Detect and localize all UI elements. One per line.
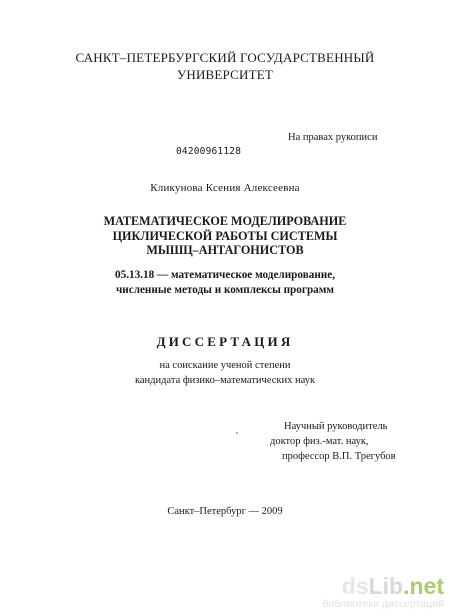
degree-line-1: на соискание ученой степени xyxy=(159,360,291,371)
author-name: Кликунова Ксения Алексеевна xyxy=(150,182,300,194)
university-line-1: САНКТ–ПЕТЕРБУРГСКИЙ ГОСУДАРСТВЕННЫЙ xyxy=(75,50,375,65)
degree-statement xyxy=(0,358,450,388)
supervisor-line-1: Научный руководитель xyxy=(284,421,388,432)
specialty-line-1: 05.13.18 — математическое моделирование, xyxy=(115,269,335,281)
document-type: ДИССЕРТАЦИЯ xyxy=(156,334,294,349)
dslib-watermark xyxy=(323,574,444,610)
scan-speck xyxy=(236,432,238,434)
watermark-logo-net: .net xyxy=(403,573,444,599)
specialty-line-2: численные методы и комплексы программ xyxy=(115,284,335,296)
specialty xyxy=(0,268,450,298)
watermark-logo-lib: Lib xyxy=(368,573,404,599)
university-line-2: УНИВЕРСИТЕТ xyxy=(176,67,274,82)
city-year: Санкт–Петербург — 2009 xyxy=(167,506,283,517)
supervisor-block xyxy=(270,419,430,464)
university-name xyxy=(0,49,450,83)
watermark-subtitle: библиотека диссертаций xyxy=(322,598,444,610)
supervisor-line-3: профессор В.П. Трегубов xyxy=(282,451,396,462)
dissertation-title xyxy=(0,214,450,258)
title-line-3: МЫШЦ–АНТАГОНИСТОВ xyxy=(146,243,304,257)
title-line-1: МАТЕМАТИЧЕСКОЕ МОДЕЛИРОВАНИЕ xyxy=(103,214,347,228)
watermark-logo xyxy=(323,574,444,598)
title-line-2: ЦИКЛИЧЕСКОЙ РАБОТЫ СИСТЕМЫ xyxy=(112,228,338,243)
watermark-logo-ds: ds xyxy=(341,573,369,599)
rights-note: На правах рукописи xyxy=(288,132,378,143)
stamp-number: 04200961128 xyxy=(176,146,242,157)
degree-line-2: кандидата физико–математических наук xyxy=(134,375,316,386)
supervisor-line-2: доктор физ.-мат. наук, xyxy=(270,436,369,447)
